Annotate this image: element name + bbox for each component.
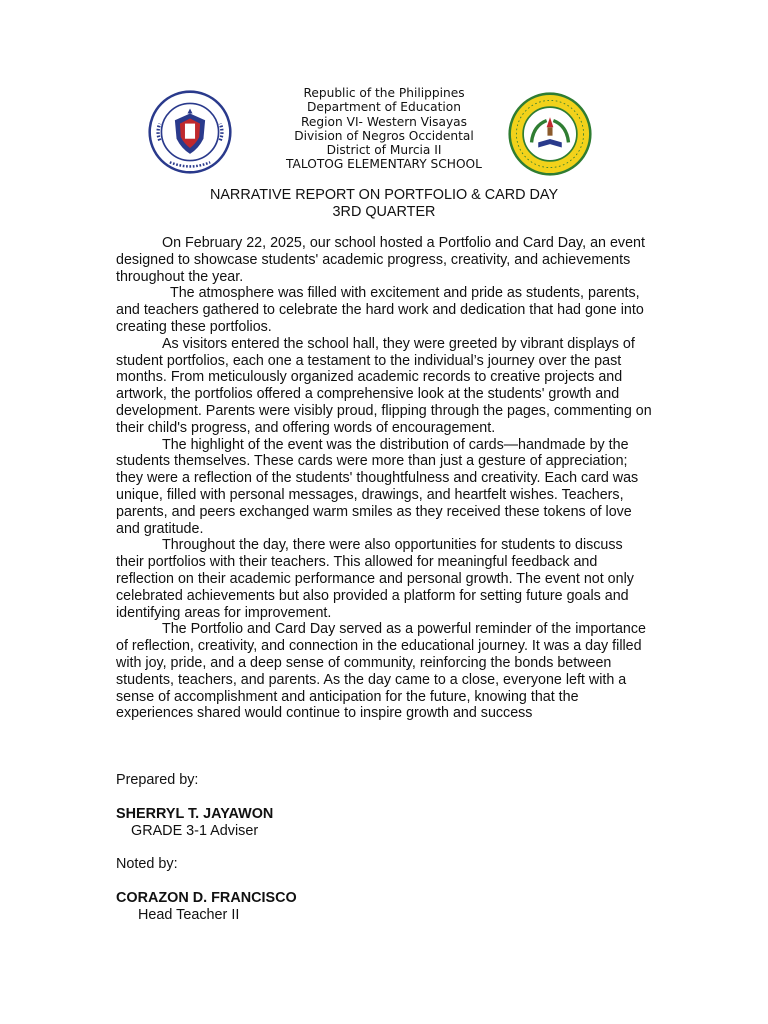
letterhead (0, 86, 768, 176)
header-department: Department of Education (307, 100, 461, 115)
preparer-name: SHERRYL T. JAYAWON (116, 806, 274, 822)
letterhead-lines (234, 86, 534, 172)
report-title (0, 187, 768, 220)
paragraph-intro: On February 22, 2025, our school hosted a Portfolio and Card Day, an event designed to showcase students' academic progress, creativity, and achievements throughout the year. (116, 235, 645, 285)
paragraph-cards: The highlight of the event was the distribution of cards—handmade by the students themselves. These cards were more than just a gesture of appreciation; they were a reflection of the students' thoughtfulness and creativity. Each card was unique, filled with personal messages, drawings, and heartfelt wishes. Teachers, parents, and peers exchanged warm smiles as they received these tokens of love and gratitude. (116, 436, 639, 537)
paragraph-feedback: Throughout the day, there were also opportunities for students to discuss their portfolios with their teachers. This allowed for meaningful feedback and reflection on their academic performance and personal growth. The event not only celebrated achievements but also provided a platform for setting future goals and identifying areas for improvement. (116, 537, 634, 621)
paragraph-atmosphere: The atmosphere was filled with excitement and pride as students, parents, and teachers gathered to celebrate the hard work and dedication that had gone into creating these portfolios. (116, 285, 648, 335)
noter-name: CORAZON D. FRANCISCO (116, 890, 297, 906)
report-title-line: NARRATIVE REPORT ON PORTFOLIO & CARD DAY (209, 187, 559, 203)
header-republic: Republic of the Philippines (303, 86, 465, 100)
deped-seal-icon (148, 90, 232, 174)
paragraph-portfolios: As visitors entered the school hall, they were greeted by vibrant displays of student portfolios, each one a testament to the individual’s journey over the past months. From meticulously organized academic records to creative projects and artwork, the portfolios offered a comprehensive look at the students' growth and development. Parents were visibly proud, flipping through the pages, commenting on their child's progress, and offering words of encouragement. (116, 335, 652, 436)
preparer-role: GRADE 3-1 Adviser (131, 823, 259, 839)
header-division: Division of Negros Occidental (294, 128, 474, 143)
noter-role: Head Teacher II (138, 907, 240, 923)
header-school: TALOTOG ELEMENTARY SCHOOL (286, 157, 482, 172)
narrative-body (116, 235, 654, 722)
noted-by-label: Noted by: (116, 856, 178, 872)
paragraph-conclusion: The Portfolio and Card Day served as a powerful reminder of the importance of reflection, creativity, and connection in the educational journey. It was a day filled with joy, pride, and a deep sense of community, reinforcing the bonds between students, teachers, and parents. As the day came to a close, everyone left with a sense of accomplishment and anticipation for the future, knowing that the experiences shared would continue to inspire growth and success (116, 621, 646, 722)
header-district: District of Murcia II (326, 143, 442, 158)
prepared-by-label: Prepared by: (116, 772, 199, 788)
header-region: Region VI- Western Visayas (301, 114, 467, 129)
school-seal-icon (508, 92, 592, 176)
report-quarter: 3RD QUARTER (332, 203, 436, 220)
